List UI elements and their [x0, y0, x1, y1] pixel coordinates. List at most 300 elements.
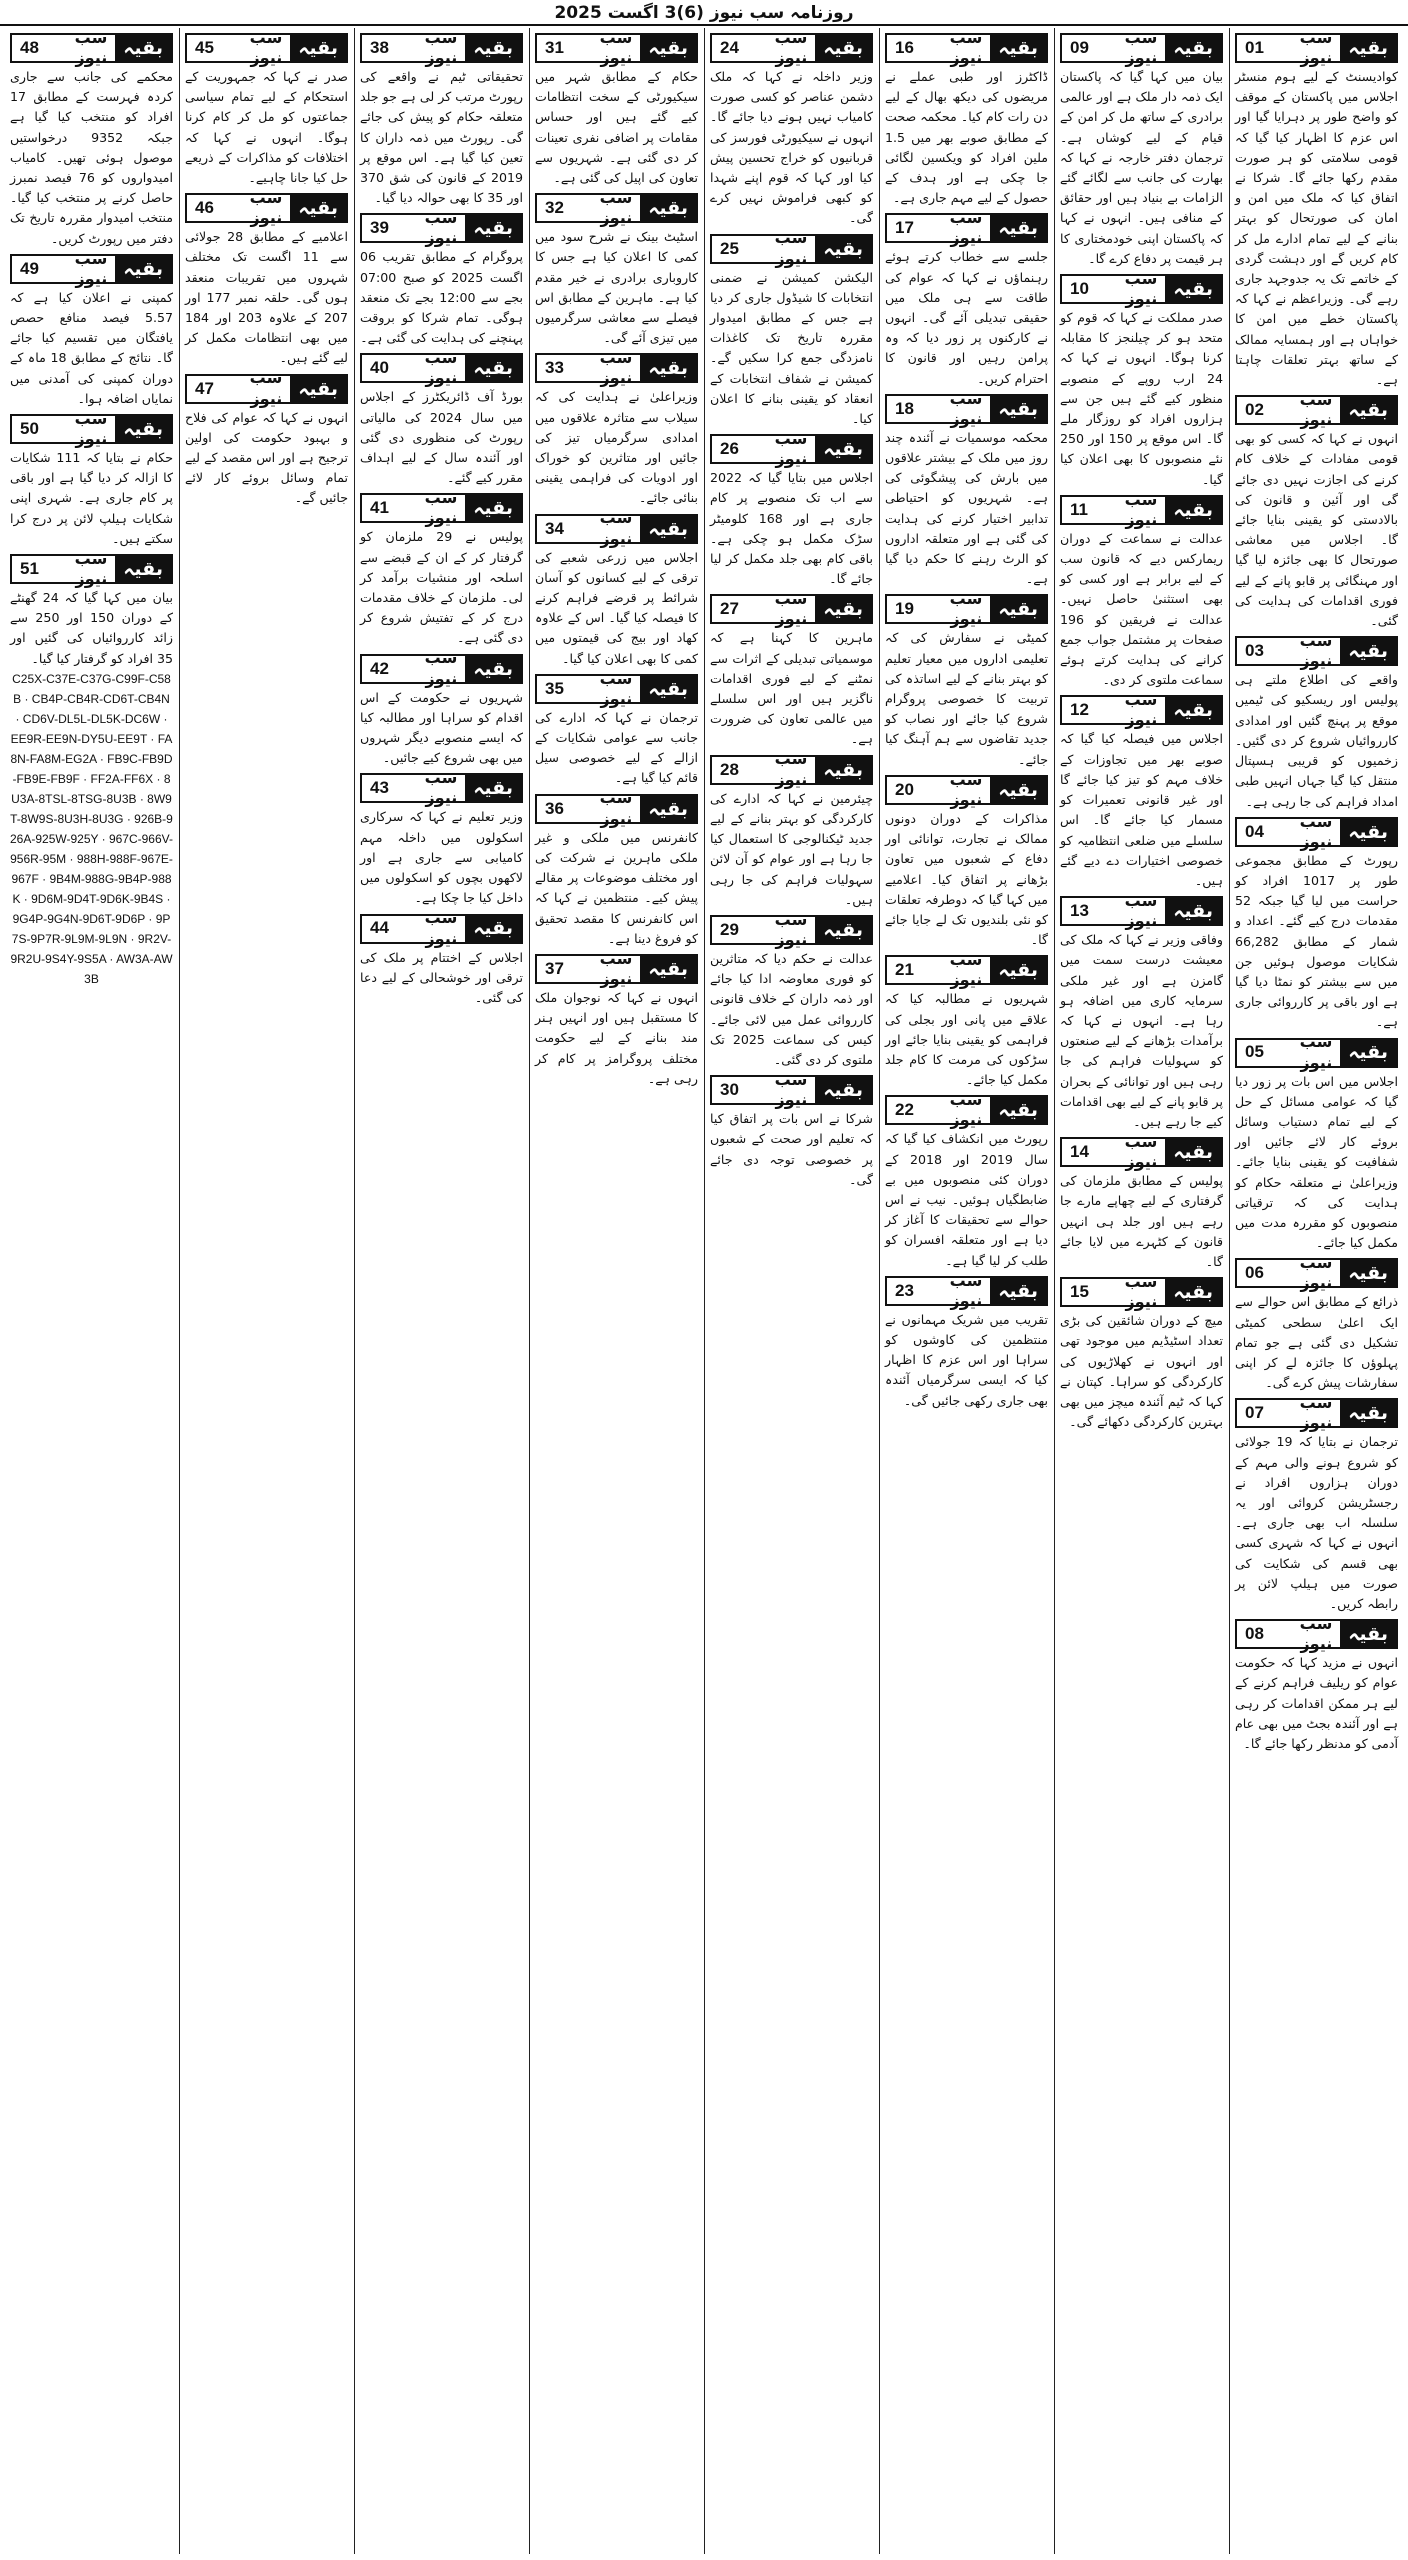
continuation-tag [10, 248, 173, 288]
tag-secondary-label: سب نیوز [424, 648, 458, 688]
tag-secondary-label: سب نیوز [1124, 268, 1158, 309]
tag-primary-label: بقیہ [1165, 1279, 1221, 1305]
continuation-text: کانفرنس میں ملکی و غیر ملکی ماہرین نے شرکت کی اور مختلف موضوعات پر مقالے پیش کیے۔ منتظمین نے کہا کہ اس کانفرنس کا مقصد تحقیق کو فروغ دینا ہے۔ [535, 829, 698, 946]
column-body [531, 28, 702, 2554]
continuation-tag [535, 788, 698, 828]
tag-primary-label: بقیہ [640, 195, 696, 221]
tag-secondary-label: سب نیوز [774, 228, 808, 268]
tag-primary-label: بقیہ [990, 1278, 1046, 1304]
continuation-tag [535, 28, 698, 67]
continuation-tag [1235, 390, 1398, 430]
continuation-block [885, 1270, 1048, 1411]
tag-number: 34 [545, 518, 564, 538]
tag-primary-label: بقیہ [640, 355, 696, 381]
continuation-tag [360, 488, 523, 528]
tag-number: 40 [370, 358, 389, 378]
tag-secondary-label: سب نیوز [949, 1090, 983, 1130]
tag-primary-label: بقیہ [815, 236, 871, 262]
tag-number: 41 [370, 498, 389, 518]
continuation-tag [885, 950, 1048, 990]
tag-number: 29 [720, 919, 739, 939]
continuation-text: پولیس کے مطابق ملزمان کی گرفتاری کے لیے چھاپے مارے جا رہے ہیں اور جلد ہی انہیں قانون کے کٹہرے میں لایا جائے گا۔ [1060, 1173, 1223, 1269]
column-body [1056, 28, 1227, 2554]
tag-primary-label: بقیہ [990, 1097, 1046, 1123]
tag-secondary-label: سب نیوز [949, 950, 983, 990]
tag-primary-label: بقیہ [990, 596, 1046, 622]
continuation-block [360, 28, 523, 208]
tag-primary-label: بقیہ [1165, 35, 1221, 61]
tag-primary-label: بقیہ [1340, 397, 1396, 423]
tag-primary-label: بقیہ [1165, 276, 1221, 302]
continuation-block [1060, 690, 1223, 891]
continuation-block [710, 1069, 873, 1190]
tag-primary-label: بقیہ [1165, 1139, 1221, 1165]
tag-secondary-label: سب نیوز [599, 188, 633, 228]
tag-primary-label: بقیہ [1340, 819, 1396, 845]
continuation-tag [1235, 1614, 1398, 1654]
tag-number: 51 [20, 558, 39, 578]
continuation-tag [1060, 890, 1223, 931]
continuation-tag [710, 589, 873, 629]
continuation-block [10, 548, 173, 669]
tag-primary-label: بقیہ [1165, 697, 1221, 723]
tag-primary-label: بقیہ [815, 917, 871, 943]
continuation-block [1235, 631, 1398, 811]
continuation-text: انہوں نے مزید کہا کہ حکومت عوام کو ریلیف فراہم کرنے کے لیے ہر ممکن اقدامات کر رہی ہے اور آئندہ بجٹ میں بھی عام آدمی کو مدنظر رکھا جائے گا۔ [1235, 1655, 1398, 1752]
continuation-tag [535, 508, 698, 548]
tag-number: 39 [370, 218, 389, 238]
continuation-block [1060, 890, 1223, 1132]
tag-secondary-label: سب نیوز [774, 1069, 808, 1110]
continuation-tag [885, 1270, 1048, 1310]
continuation-block [360, 648, 523, 769]
continuation-text: صدر مملکت نے کہا کہ قوم کو متحد ہو کر چیلنجز کا مقابلہ کرنا ہوگا۔ انہوں نے کہا کہ 24 ارب روپے کے منصوبے منظور کیے گئے ہیں جن سے ہزاروں افراد کو روزگار ملے گا۔ اس موقع پر 150 اور 250 نئے منصوبوں کا بھی اعلان کیا گیا۔ [1060, 310, 1223, 487]
continuation-block [710, 749, 873, 910]
tag-secondary-label: سب نیوز [249, 188, 283, 228]
continuation-text: ماہرین کا کہنا ہے کہ موسمیاتی تبدیلی کے اثرات سے نمٹنے کے لیے فوری اقدامات ناگزیر ہیں اور اس سلسلے میں عالمی تعاون کی ضرورت ہے۔ [710, 630, 873, 747]
tag-secondary-label: سب نیوز [424, 768, 458, 808]
tag-primary-label: بقیہ [465, 215, 521, 241]
continuation-text: واقعے کی اطلاع ملتے ہی پولیس اور ریسکیو کی ٹیمیں موقع پر پہنچ گئیں اور امدادی کارروائیاں شروع کر دی گئیں۔ زخمیوں کو قریبی ہسپتال منتقل کیا گیا جہاں انہیں طبی امداد فراہم کی جا رہی ہے۔ [1235, 672, 1398, 809]
tag-number: 20 [895, 779, 914, 799]
continuation-block [535, 188, 698, 348]
continuation-tag [10, 28, 173, 67]
tag-secondary-label: سب نیوز [1299, 1253, 1333, 1293]
continuation-text: ترجمان نے بتایا کہ 19 جولائی کو شروع ہونے والی مہم کے دوران ہزاروں افراد نے رجسٹریشن کروائی اور یہ سلسلہ اب بھی جاری ہے۔ انہوں نے کہا کہ شہری کسی بھی قسم کی شکایت کی صورت میں ہیلپ لائن پر رابطہ کریں۔ [1235, 1434, 1398, 1611]
continuation-text: شہریوں نے حکومت کے اس اقدام کو سراہا اور مطالبہ کیا کہ ایسے منصوبے دیگر شہروں میں بھی شروع کیے جائیں۔ [360, 689, 523, 766]
continuation-text: محکمہ موسمیات نے آئندہ چند روز میں ملک کے بیشتر علاقوں میں بارش کی پیشگوئی کی ہے۔ شہریوں کو احتیاطی تدابیر اختیار کرنے کی ہدایت کی گئی ہے اور متعلقہ اداروں کو الرٹ رہنے کا حکم دیا گیا ہے۔ [885, 429, 1048, 587]
tag-number: 10 [1070, 278, 1089, 298]
listing-codes: C25X-C37E-C37G-C99F-C58B · CB4P-CB4R-CD6T-CB4N · CD6V-DL5L-DL5K-DC6W · EE9R-EE9N-DY5U-EE9T · FA8N-FA8M-EG2A · FB9C-FB9D-FB9E-FB9F · FF2A-FF6X · 8U3A-8TSL-8TSG-8U3B · 8W9T-8W9S-8U3H-8U3G · 926B-926A-925W-925Y · 967C-966V-956R-95M · 988H-988F-967E-967F · 9B4M-988G-9B4P-988K · 9D6M-9D4T-9D6K-9B4S · 9G4P-9G4N-9D6T-9D6P · 9P7S-9P7R-9L9M-9L9N · 9R2V-9R2U-9S4Y-9S5A · AW3A-AW3B [10, 671, 173, 986]
tag-secondary-label: سب نیوز [74, 408, 108, 449]
continuation-tag [1060, 489, 1223, 529]
tag-secondary-label: سب نیوز [949, 388, 983, 428]
tag-secondary-label: سب نیوز [1124, 890, 1158, 931]
tag-primary-label: بقیہ [465, 495, 521, 521]
continuation-tag [1060, 1131, 1223, 1172]
continuation-tag [1235, 1032, 1398, 1072]
continuation-block [360, 208, 524, 348]
continuation-block [710, 429, 873, 589]
continuation-tag [360, 28, 523, 67]
tag-secondary-label: سب نیوز [1124, 690, 1158, 730]
continuation-text: بورڈ آف ڈائریکٹرز کے اجلاس میں سال 2024 کی مالیاتی رپورٹ کی منظوری دی گئی اور آئندہ سال کے لیے اہداف مقرر کیے گئے۔ [360, 389, 523, 486]
tag-secondary-label: سب نیوز [599, 668, 633, 708]
continuation-text: میچ کے دوران شائقین کی بڑی تعداد اسٹیڈیم میں موجود تھی اور انہوں نے کھلاڑیوں کی کارکردگی کو سراہا۔ کپتان نے کہا کہ ٹیم آئندہ میچز میں بھی بہترین کارکردگی دکھائے گی۔ [1060, 1313, 1223, 1430]
tag-primary-label: بقیہ [990, 957, 1046, 983]
continuation-block [10, 248, 173, 409]
tag-secondary-label: سب نیوز [774, 749, 808, 789]
tag-primary-label: بقیہ [815, 35, 871, 61]
column-body [881, 28, 1052, 2554]
column-body [706, 28, 877, 2554]
tag-primary-label: بقیہ [1165, 898, 1221, 924]
column-divider [1229, 28, 1230, 2554]
tag-number: 14 [1070, 1142, 1089, 1162]
continuation-text: وفاقی وزیر نے کہا کہ ملک کی معیشت درست سمت میں گامزن ہے اور غیر ملکی سرمایہ کاری میں اضافہ ہو رہا ہے۔ انہوں نے کہا کہ برآمدات بڑھانے کے لیے صنعتوں کو سہولیات فراہم کی جا رہی ہیں اور توانائی کے بحران پر قابو پانے کے لیے بھی اقدامات کیے جا رہے ہیں۔ [1060, 932, 1223, 1129]
tag-primary-label: بقیہ [1340, 1621, 1396, 1647]
news-column [1231, 28, 1402, 2554]
continuation-block [1235, 1393, 1398, 1614]
tag-primary-label: بقیہ [640, 796, 696, 822]
continuation-text: عدالت نے حکم دیا کہ متاثرین کو فوری معاوضہ ادا کیا جائے اور ذمہ داران کے خلاف قانونی کارروائی عمل میں لائی جائے۔ کیس کی سماعت 2025 تک ملتوی کر دی گئی۔ [710, 950, 873, 1067]
tag-primary-label: بقیہ [1340, 1400, 1396, 1426]
continuation-text: ذرائع کے مطابق اس حوالے سے ایک اعلیٰ سطحی کمیٹی تشکیل دی گئی ہے جو تمام پہلوؤں کا جائزہ لے کر اپنی سفارشات پیش کرے گی۔ [1235, 1294, 1398, 1391]
continuation-text: وزیر تعلیم نے کہا کہ سرکاری اسکولوں میں داخلہ مہم کامیابی سے جاری ہے اور لاکھوں بچوں کو اسکولوں میں داخل کیا جا چکا ہے۔ [360, 809, 523, 906]
continuation-block [185, 28, 348, 188]
continuation-text: صدر نے کہا کہ جمہوریت کے استحکام کے لیے تمام سیاسی جماعتوں کو مل کر کام کرنا ہوگا۔ انہوں نے کہا کہ اختلافات کو مذاکرات کے ذریعے حل کیا جانا چاہیے۔ [185, 69, 348, 186]
tag-number: 30 [720, 1080, 739, 1100]
continuation-text: وزیر داخلہ نے کہا کہ ملک دشمن عناصر کو کسی صورت کامیاب نہیں ہونے دیا جائے گا۔ انہوں نے سیکیورٹی فورسز کی قربانیوں کو خراج تحسین پیش کیا اور کہا کہ قوم اپنے شہدا کو کبھی فراموش نہیں کرے گی۔ [710, 69, 873, 226]
continuation-tag [885, 1090, 1048, 1130]
tag-primary-label: بقیہ [990, 215, 1046, 241]
continuation-block [885, 589, 1048, 769]
continuation-tag [1235, 631, 1398, 671]
continuation-block [535, 28, 698, 188]
tag-primary-label: بقیہ [290, 35, 346, 61]
tag-number: 32 [545, 198, 564, 218]
tag-primary-label: بقیہ [115, 556, 171, 582]
column-divider [879, 28, 880, 2554]
continuation-tag [1060, 690, 1223, 730]
tag-number: 08 [1245, 1624, 1264, 1644]
continuation-text: حکام کے مطابق شہر میں سیکیورٹی کے سخت انتظامات کیے گئے ہیں اور حساس مقامات پر اضافی نفری تعینات کر دی گئی ہے۔ شہریوں سے تعاون کی اپیل کی گئی ہے۔ [535, 69, 698, 186]
tag-number: 33 [545, 358, 564, 378]
tag-secondary-label: سب نیوز [1299, 28, 1333, 67]
column-body [356, 28, 527, 2554]
continuation-tag [360, 908, 523, 948]
tag-primary-label: بقیہ [290, 195, 346, 221]
tag-secondary-label: سب نیوز [949, 28, 983, 67]
tag-number: 21 [895, 960, 914, 980]
continuation-text: اجلاس کے اختتام پر ملک کی ترقی اور خوشحالی کے لیے دعا کی گئی۔ [360, 949, 523, 1005]
tag-secondary-label: سب نیوز [424, 348, 458, 388]
continuation-tag [1235, 811, 1398, 851]
tag-number: 24 [720, 37, 739, 57]
continuation-tag [185, 368, 348, 408]
tag-number: 46 [195, 198, 214, 218]
continuation-text: کمپنی نے اعلان کیا ہے کہ 5.57 فیصد منافع حصص یافتگان میں تقسیم کیا جائے گا۔ نتائج کے مطابق 18 ماہ کے دوران کمپنی کی آمدنی میں نمایاں اضافہ ہوا۔ [10, 289, 173, 406]
tag-number: 03 [1245, 641, 1264, 661]
continuation-tag [185, 28, 348, 67]
continuation-text: انہوں نے کہا کہ کسی کو بھی قومی مفادات کے خلاف کام کرنے کی اجازت نہیں دی جائے گی اور آئین و قانون کی بالادستی کو یقینی بنایا جائے گا۔ اجلاس میں معاشی صورتحال کا بھی جائزہ لیا گیا اور مہنگائی پر قابو پانے کے لیے فوری اقدامات کی ہدایت کی گئی۔ [1235, 431, 1398, 629]
tag-secondary-label: سب نیوز [1124, 28, 1158, 67]
continuation-text: ڈاکٹرز اور طبی عملے نے مریضوں کی دیکھ بھال کے لیے دن رات کام کیا۔ محکمہ صحت کے مطابق صوبے بھر میں 1.5 ملین افراد کو ویکسین لگائی جا چکی ہے اور ہدف کے حصول کے لیے مہم جاری ہے۔ [885, 69, 1048, 206]
continuation-tag [185, 188, 348, 228]
continuation-block [535, 508, 698, 669]
continuation-block [885, 28, 1048, 208]
tag-secondary-label: سب نیوز [249, 368, 283, 408]
continuation-text: کمیٹی نے سفارش کی کہ تعلیمی اداروں میں معیار تعلیم کو بہتر بنانے کے لیے اساتذہ کی تربیت کا خصوصی پروگرام شروع کیا جائے اور نصاب کو جدید تقاضوں سے ہم آہنگ کیا جائے۔ [885, 630, 1048, 767]
tag-primary-label: بقیہ [465, 35, 521, 61]
continuation-block [10, 28, 173, 249]
continuation-tag [710, 429, 873, 469]
continuation-text: کوادیسنٹ کے لیے ہوم منسٹر اجلاس میں پاکستان کے موقف کو واضح طور پر دہرایا گیا اور اس عزم کا اظہار کیا گیا کہ قومی سلامتی کو ہر صورت مقدم رکھا جائے گا۔ شرکا نے اتفاق کیا کہ ملک میں امن و امان کی صورتحال کو بہتر بنانے کے لیے تمام ادارے مل کر کام کریں گے اور دہشت گردی کے خاتمے تک یہ جدوجہد جاری رہے گی۔ وزیراعظم نے کہا کہ پاکستان خطے میں امن کا خواہاں ہے اور ہمسایہ ممالک کے ساتھ بہتر تعلقات چاہتا ہے۔ [1235, 69, 1398, 388]
tag-number: 13 [1070, 901, 1089, 920]
continuation-block [885, 388, 1048, 590]
tag-number: 11 [1070, 499, 1088, 519]
continuation-text: وزیراعلیٰ نے ہدایت کی کہ سیلاب سے متاثرہ علاقوں میں امدادی سرگرمیاں تیز کی جائیں اور متاثرین کو خوراک اور ادویات کی فراہمی یقینی بنائی جائے۔ [535, 389, 698, 506]
tag-primary-label: بقیہ [115, 35, 171, 61]
continuation-tag [535, 948, 698, 988]
tag-secondary-label: سب نیوز [424, 908, 458, 948]
tag-secondary-label: سب نیوز [774, 909, 808, 949]
continuation-tag [1060, 28, 1223, 67]
tag-secondary-label: سب نیوز [424, 28, 458, 67]
continuation-tag [710, 749, 873, 789]
continuation-tag [360, 768, 523, 808]
tag-primary-label: بقیہ [990, 396, 1046, 422]
continuation-tag [1235, 1393, 1398, 1433]
tag-number: 42 [370, 658, 389, 678]
tag-number: 47 [195, 378, 214, 398]
continuation-block [710, 228, 873, 430]
continuation-block [885, 769, 1048, 950]
continuation-block [1060, 268, 1223, 490]
tag-primary-label: بقیہ [815, 436, 871, 462]
continuation-tag [885, 208, 1048, 248]
tag-number: 35 [545, 678, 564, 698]
continuation-block [1235, 1253, 1398, 1393]
tag-secondary-label: سب نیوز [599, 28, 633, 67]
tag-number: 18 [895, 398, 914, 418]
continuation-block [710, 589, 873, 749]
continuation-block [360, 908, 523, 1009]
tag-primary-label: بقیہ [815, 596, 871, 622]
tag-primary-label: بقیہ [1340, 638, 1396, 664]
continuation-block [535, 348, 698, 508]
news-column [181, 28, 352, 2554]
continuation-block [1060, 1271, 1223, 1432]
tag-secondary-label: سب نیوز [599, 348, 633, 388]
tag-number: 27 [720, 599, 739, 619]
continuation-tag [360, 208, 523, 248]
tag-number: 19 [895, 599, 914, 619]
tag-number: 17 [895, 218, 914, 238]
tag-primary-label: بقیہ [640, 676, 696, 702]
tag-primary-label: بقیہ [115, 416, 171, 442]
continuation-tag [710, 909, 873, 949]
continuation-text: اسٹیٹ بینک نے شرح سود میں کمی کا اعلان کیا ہے جس کا کاروباری برادری نے خیر مقدم کیا ہے۔ ماہرین کے مطابق اس فیصلے سے معاشی سرگرمیوں میں تیزی آئے گی۔ [535, 229, 698, 346]
tag-primary-label: بقیہ [990, 35, 1046, 61]
tag-secondary-label: سب نیوز [249, 28, 283, 67]
continuation-block [535, 948, 698, 1089]
tag-primary-label: بقیہ [115, 256, 171, 282]
continuation-text: اجلاس میں بتایا گیا کہ 2022 سے اب تک منصوبے پر کام جاری ہے اور 168 کلومیٹر سڑک مکمل ہو چکی ہے۔ باقی کام بھی جلد مکمل کر لیا جائے گا۔ [710, 470, 873, 587]
tag-number: 43 [370, 778, 389, 798]
continuation-block [1060, 28, 1223, 269]
continuation-text: شرکا نے اس بات پر اتفاق کیا کہ تعلیم اور صحت کے شعبوں پر خصوصی توجہ دی جائے گی۔ [710, 1111, 873, 1187]
tag-secondary-label: سب نیوز [774, 28, 808, 67]
tag-primary-label: بقیہ [990, 777, 1046, 803]
column-body [181, 28, 352, 2554]
tag-secondary-label: سب نیوز [1299, 1614, 1333, 1654]
continuation-text: انہوں نے کہا کہ عوام کی فلاح و بہبود حکومت کی اولین ترجیح ہے اور اس مقصد کے لیے تمام وسائل بروئے کار لائے جائیں گے۔ [185, 409, 348, 506]
continuation-text: اجلاس میں فیصلہ کیا گیا کہ صوبے بھر میں تجاوزات کے خلاف مہم کو تیز کیا جائے گا اور غیر قانونی تعمیرات کو مسمار کیا جائے گا۔ اس سلسلے میں ضلعی انتظامیہ کو خصوصی اختیارات دے دیے گئے ہیں۔ [1060, 731, 1223, 888]
tag-secondary-label: سب نیوز [1124, 1131, 1158, 1172]
tag-secondary-label: سب نیوز [1124, 1271, 1158, 1312]
continuation-tag [535, 348, 698, 388]
tag-number: 44 [370, 918, 389, 938]
tag-number: 37 [545, 958, 564, 978]
continuation-tag [360, 348, 523, 388]
continuation-block [885, 1090, 1048, 1270]
tag-primary-label: بقیہ [1340, 35, 1396, 61]
continuation-text: ترجمان نے کہا کہ ادارے کی جانب سے عوامی شکایات کے ازالے کے لیے خصوصی سیل قائم کیا گیا ہے۔ [535, 709, 698, 786]
column-divider [179, 28, 180, 2554]
continuation-tag [710, 228, 873, 268]
tag-number: 50 [20, 418, 39, 438]
tag-primary-label: بقیہ [640, 956, 696, 982]
tag-secondary-label: سب نیوز [949, 208, 983, 248]
tag-number: 45 [195, 37, 214, 57]
continuation-block [360, 488, 523, 648]
tag-secondary-label: سب نیوز [1299, 631, 1333, 671]
tag-primary-label: بقیہ [1340, 1040, 1396, 1066]
tag-number: 05 [1245, 1042, 1264, 1062]
continuation-text: بیان میں کہا گیا کہ پاکستان ایک ذمہ دار ملک ہے اور عالمی برادری کے ساتھ مل کر امن کے قیام کے لیے کوشاں ہے۔ ترجمان دفتر خارجہ نے کہا کہ بھارت کی جانب سے لگائے گئے الزامات بے بنیاد ہیں اور حقائق کے منافی ہیں۔ انہوں نے کہا کہ پاکستان اپنی خودمختاری کا ہر قیمت پر دفاع کرے گا۔ [1060, 69, 1223, 266]
column-divider [354, 28, 355, 2554]
continuation-text: پولیس نے 29 ملزمان کو گرفتار کر کے ان کے قبضے سے اسلحہ اور منشیات برآمد کر لی۔ ملزمان کے خلاف مقدمات درج کر کے تفتیش شروع کر دی گئی ہے۔ [360, 529, 523, 646]
tag-primary-label: بقیہ [815, 757, 871, 783]
tag-number: 49 [20, 258, 39, 278]
tag-number: 31 [545, 37, 564, 57]
tag-secondary-label: سب نیوز [949, 589, 983, 629]
news-column [6, 28, 177, 2554]
tag-number: 26 [720, 439, 739, 459]
continuation-text: رپورٹ میں انکشاف کیا گیا کہ سال 2019 اور 2018 کے دوران کئی منصوبوں میں بے ضابطگیاں ہوئیں۔ نیب نے اس حوالے سے تحقیقات کا آغاز کر دیا ہے اور متعلقہ افسران کو طلب کر لیا گیا ہے۔ [885, 1131, 1048, 1268]
continuation-text: اجلاس میں اس بات پر زور دیا گیا کہ عوامی مسائل کے حل کے لیے تمام دستیاب وسائل بروئے کار لائے جائیں اور شفافیت کو یقینی بنایا جائے۔ وزیراعلیٰ نے متعلقہ حکام کو ہدایت کی کہ ترقیاتی منصوبوں کو مقررہ مدت میں مکمل کیا جائے۔ [1235, 1073, 1398, 1251]
tag-primary-label: بقیہ [465, 355, 521, 381]
tag-number: 28 [720, 759, 739, 779]
continuation-block [535, 788, 698, 949]
continuation-block [885, 208, 1048, 388]
continuation-tag [710, 1069, 873, 1110]
continuation-tag [885, 388, 1048, 428]
tag-secondary-label: سب نیوز [74, 28, 108, 67]
tag-secondary-label: سب نیوز [1299, 1032, 1333, 1072]
tag-secondary-label: سب نیوز [1299, 1393, 1333, 1433]
continuation-tag [885, 28, 1048, 67]
tag-number: 12 [1070, 700, 1089, 720]
continuation-tag [10, 408, 173, 449]
continuation-text: حکام نے بتایا کہ 111 شکایات کا ازالہ کر دیا گیا ہے اور باقی پر کام جاری ہے۔ شہری اپنی شکایات ہیلپ لائن پر درج کرا سکتے ہیں۔ [10, 450, 173, 546]
continuation-tag [1060, 1271, 1223, 1312]
continuation-block [1235, 811, 1398, 1033]
continuation-block [1235, 390, 1398, 631]
tag-secondary-label: سب نیوز [1299, 811, 1333, 851]
tag-secondary-label: سب نیوز [74, 548, 108, 589]
tag-secondary-label: سب نیوز [1124, 489, 1158, 529]
tag-number: 09 [1070, 37, 1089, 57]
tag-primary-label: بقیہ [1340, 1260, 1396, 1286]
tag-primary-label: بقیہ [465, 656, 521, 682]
continuation-text: اعلامیے کے مطابق 28 جولائی سے 11 اگست تک مختلف شہروں میں تقریبات منعقد ہوں گی۔ حلقہ نمبر 177 اور 207 کے علاوہ 203 اور 184 میں بھی انتظامات مکمل کر لیے گئے ہیں۔ [185, 229, 349, 366]
continuation-text: رپورٹ کے مطابق مجموعی طور پر 1017 افراد کو حراست میں لیا گیا جبکہ 52 مقدمات درج کیے گئے۔ اعداد و شمار کے مطابق 66,282 شکایات موصول ہوئیں جن میں سے بیشتر کو نمٹا دیا گیا ہے اور باقی پر کارروائی جاری ہے۔ [1235, 852, 1398, 1030]
tag-number: 22 [895, 1100, 914, 1120]
continuation-tag [10, 548, 173, 589]
continuation-block [1235, 28, 1398, 390]
continuation-tag [1235, 1253, 1398, 1293]
news-column [881, 28, 1052, 2554]
tag-number: 25 [720, 238, 739, 258]
tag-secondary-label: سب نیوز [424, 208, 458, 248]
masthead-title: روزنامہ سب نیوز (6)3 اگست 2025 [0, 0, 1408, 26]
tag-number: 06 [1245, 1263, 1264, 1283]
tag-secondary-label: سب نیوز [949, 769, 983, 809]
continuation-block [710, 28, 873, 229]
tag-secondary-label: سب نیوز [74, 248, 108, 288]
continuation-text: اجلاس میں زرعی شعبے کی ترقی کے لیے کسانوں کو آسان شرائط پر قرضے فراہم کرنے کا فیصلہ کیا گیا۔ اس کے علاوہ کھاد اور بیج کی قیمتوں میں کمی کا بھی اعلان کیا گیا۔ [535, 549, 698, 666]
tag-number: 02 [1245, 400, 1264, 420]
continuation-text: چیئرمین نے کہا کہ ادارے کی کارکردگی کو بہتر بنانے کے لیے جدید ٹیکنالوجی کا استعمال کیا جا رہا ہے اور عوام کو آن لائن سہولیات فراہم کی جا رہی ہیں۔ [710, 790, 873, 907]
tag-number: 16 [895, 37, 914, 57]
continuation-block [1060, 489, 1223, 691]
continuation-block [360, 348, 523, 488]
continuation-text: جلسے سے خطاب کرتے ہوئے رہنماؤں نے کہا کہ عوام کی طاقت سے ہی ملک میں حقیقی تبدیلی آئے گی۔ انہوں نے کارکنوں پر زور دیا کہ وہ پرامن رہیں اور قانون کا احترام کریں۔ [885, 249, 1048, 386]
continuation-tag [710, 28, 873, 67]
tag-number: 36 [545, 798, 564, 818]
tag-number: 48 [20, 37, 39, 57]
continuation-tag [360, 648, 523, 688]
continuation-tag [885, 589, 1048, 629]
continuation-text: پروگرام کے مطابق تقریب 06 اگست 2025 کو صبح 07:00 بجے سے 12:00 بجے تک منعقد ہوگی۔ تمام شرکا کو بروقت پہنچنے کی ہدایت کی گئی ہے۔ [360, 249, 524, 346]
tag-number: 15 [1070, 1282, 1089, 1302]
continuation-text: شہریوں نے مطالبہ کیا کہ علاقے میں پانی اور بجلی کی فراہمی کو یقینی بنایا جائے اور سڑکوں کی مرمت کا کام جلد مکمل کیا جائے۔ [885, 991, 1048, 1088]
tag-primary-label: بقیہ [465, 916, 521, 942]
continuation-block [535, 668, 698, 789]
tag-primary-label: بقیہ [1165, 497, 1221, 523]
column-divider [529, 28, 530, 2554]
column-divider [704, 28, 705, 2554]
tag-number: 23 [895, 1280, 914, 1300]
tag-primary-label: بقیہ [815, 1077, 871, 1103]
tag-primary-label: بقیہ [290, 376, 346, 402]
column-body [6, 28, 177, 2554]
continuation-tag [535, 668, 698, 708]
continuation-text: مذاکرات کے دوران دونوں ممالک نے تجارت، توانائی اور دفاع کے شعبوں میں تعاون بڑھانے پر اتفاق کیا۔ اعلامیے میں کہا گیا کہ دوطرفہ تعلقات کو نئی بلندیوں تک لے جایا جائے گا۔ [885, 810, 1048, 948]
tag-number: 07 [1245, 1403, 1264, 1423]
continuation-text: انہوں نے کہا کہ نوجوان ملک کا مستقبل ہیں اور انہیں ہنر مند بنانے کے لیے حکومت مختلف پروگرامز پر کام کر رہی ہے۔ [535, 989, 698, 1086]
tag-secondary-label: سب نیوز [599, 788, 633, 828]
continuation-block [1235, 1032, 1398, 1254]
tag-secondary-label: سب نیوز [949, 1270, 983, 1310]
continuation-text: محکمے کی جانب سے جاری کردہ فہرست کے مطابق 17 افراد کو منتخب کیا گیا ہے جبکہ 9352 درخواستیں موصول ہوئی تھیں۔ کامیاب امیدواروں کو 76 فیصد نمبرز حاصل کرنے پر منتخب کیا گیا۔ منتخب امیدوار مقررہ تاریخ تک دفتر میں رپورٹ کریں۔ [10, 69, 173, 246]
tag-number: 04 [1245, 821, 1264, 841]
continuation-tag [1060, 268, 1223, 309]
continuation-block [1060, 1131, 1223, 1272]
column-divider [1054, 28, 1055, 2554]
